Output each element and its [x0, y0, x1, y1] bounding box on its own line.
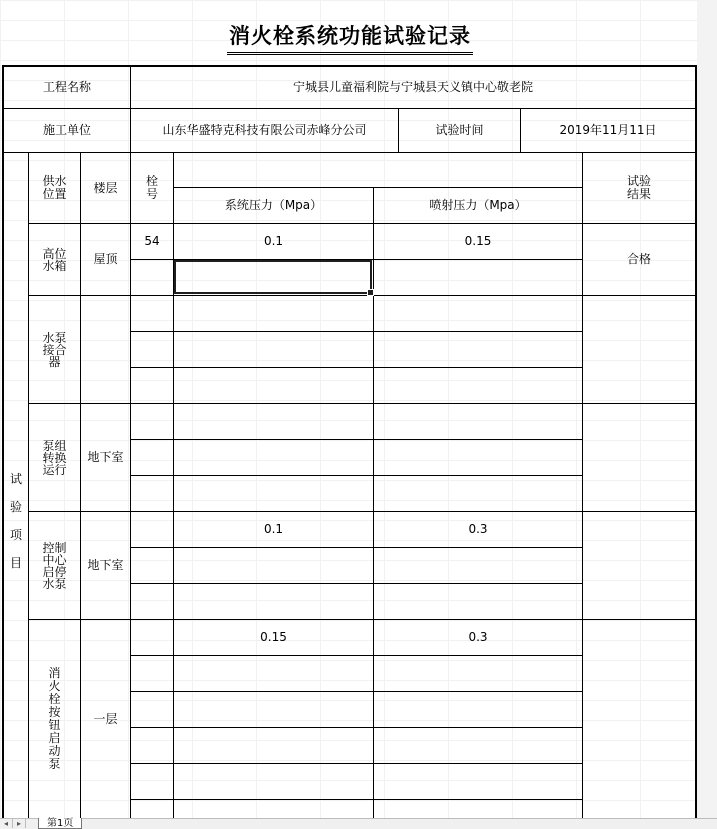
section-1-result[interactable]: 合格: [626, 252, 651, 266]
section-control-center: 控制 中心 启停 水泵: [42, 540, 67, 591]
section-2-floor[interactable]: [81, 296, 130, 403]
sheet-tab-bar: [0, 818, 717, 829]
project-name-label: 工程名称: [42, 80, 91, 94]
test-items-header: 试 验 项 目: [9, 472, 22, 570]
section-4-spray-pressure[interactable]: 0.3: [468, 522, 488, 536]
section-1-floor[interactable]: 屋顶: [93, 252, 118, 266]
section-5-floor[interactable]: 一层: [93, 711, 118, 726]
section-5-spray-pressure[interactable]: 0.3: [468, 630, 488, 644]
tab-sheet-1[interactable]: 第1页: [38, 818, 82, 829]
section-1-hydrant-no[interactable]: 54: [144, 234, 160, 248]
section-1-system-pressure[interactable]: 0.1: [263, 234, 284, 248]
section-4-system-pressure[interactable]: 0.1: [263, 522, 284, 536]
section-high-water-tank: 高位 水箱: [42, 246, 67, 273]
spray-pressure-header: 喷射压力（Mpa）: [429, 198, 527, 212]
section-hydrant-button: 消 火 栓 按 钮 启 动 泵: [48, 666, 61, 771]
system-pressure-header: 系统压力（Mpa）: [224, 198, 323, 212]
test-time-label: 试验时间: [435, 123, 484, 137]
construction-unit-value[interactable]: 山东华盛特克科技有限公司赤峰分公司: [162, 123, 367, 137]
tab-prev-button[interactable]: ◂: [0, 819, 13, 828]
tab-next-button[interactable]: ▸: [13, 819, 26, 828]
water-supply-position-header: 供水 位置: [42, 174, 67, 201]
section-5-system-pressure[interactable]: 0.15: [260, 630, 287, 644]
hydrant-number-header: 栓 号: [145, 174, 158, 201]
sheet-right-margin: [697, 0, 717, 828]
fill-handle[interactable]: [367, 289, 374, 296]
result-header: 试验 结果: [626, 174, 651, 201]
selected-cell[interactable]: [174, 260, 372, 294]
section-3-floor[interactable]: 地下室: [87, 450, 124, 464]
test-time-value[interactable]: 2019年11月11日: [559, 123, 657, 137]
section-pump-switch: 泵组 转换 运行: [42, 438, 67, 477]
section-4-floor[interactable]: 地下室: [87, 558, 124, 572]
floor-header: 楼层: [93, 180, 118, 195]
section-pump-adapter: 水泵 接合 器: [42, 330, 67, 369]
page-title: 消火栓系统功能试验记录: [0, 20, 700, 55]
construction-unit-label: 施工单位: [42, 123, 91, 137]
section-1-spray-pressure[interactable]: 0.15: [464, 234, 492, 248]
project-name-value[interactable]: 宁城县儿童福利院与宁城县天义镇中心敬老院: [292, 80, 533, 94]
